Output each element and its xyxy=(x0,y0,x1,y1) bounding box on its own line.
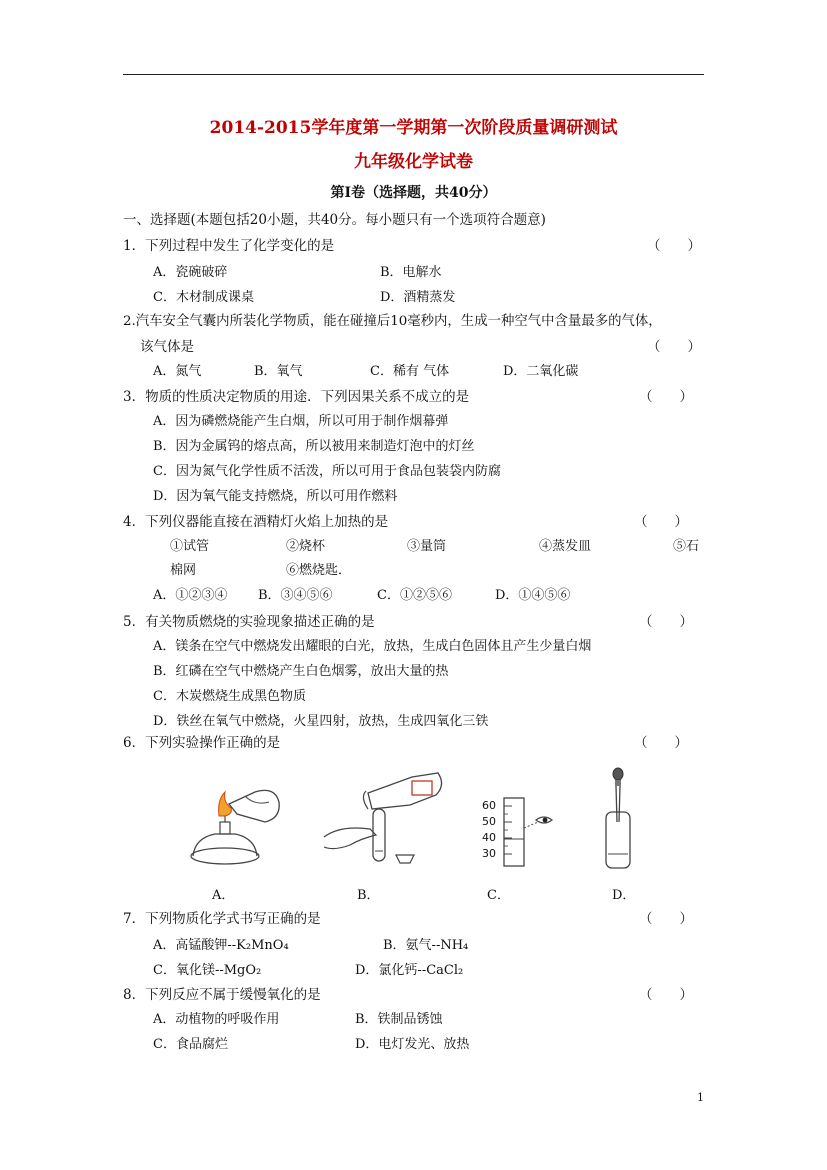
page-number: 1 xyxy=(697,1091,704,1104)
q1-option-c: C．木材制成课桌 xyxy=(153,290,254,305)
q7-option-b: B．氨气--NH₄ xyxy=(383,938,469,953)
answer-blank-7: （ ） xyxy=(639,911,693,927)
figure-b-pouring-liquid xyxy=(320,765,450,870)
question-4-stem: 4．下列仪器能直接在酒精灯火焰上加热的是 xyxy=(123,514,389,530)
q4-option-b: B．③④⑤⑥ xyxy=(258,588,333,603)
cylinder-tick-50: 50 xyxy=(482,815,496,828)
question-3-stem: 3．物质的性质决定物质的用途．下列因果关系不成立的是 xyxy=(123,389,470,405)
q8-option-d: D．电灯发光、放热 xyxy=(355,1037,470,1052)
q3-option-c: C．因为氮气化学性质不活泼，所以可用于食品包装袋内防腐 xyxy=(153,464,501,479)
question-2-stem-cont: 该气体是 xyxy=(140,339,194,355)
answer-blank-1: （ ） xyxy=(647,238,701,254)
answer-blank-8: （ ） xyxy=(639,987,693,1003)
q2-option-a: A．氮气 xyxy=(153,364,202,379)
answer-blank-5: （ ） xyxy=(639,614,693,630)
q8-option-c: C．食品腐烂 xyxy=(153,1037,228,1052)
q4-option-d: D．①④⑤⑥ xyxy=(495,588,571,603)
exam-subtitle: 九年级化学试卷 xyxy=(354,152,473,172)
q5-option-b: B．红磷在空气中燃烧产生白色烟雾，放出大量的热 xyxy=(153,664,449,679)
question-2-stem: 2.汽车安全气囊内所装化学物质，能在碰撞后10毫秒内，生成一种空气中含量最多的气体， xyxy=(123,314,662,329)
q5-option-a: A．镁条在空气中燃烧发出耀眼的白光，放热，生成白色固体且产生少量白烟 xyxy=(153,639,592,654)
question-5-stem: 5．有关物质燃烧的实验现象描述正确的是 xyxy=(123,614,375,630)
q5-option-d: D．铁丝在氧气中燃烧，火星四射，放热，生成四氧化三铁 xyxy=(153,714,489,729)
q4-item-1: ①试管 xyxy=(170,539,210,554)
q7-option-c: C．氧化镁--MgO₂ xyxy=(153,963,262,978)
cylinder-tick-30: 30 xyxy=(482,847,496,860)
q2-option-c: C．稀有 气体 xyxy=(370,364,450,379)
q4-item-6: ⑥燃烧匙． xyxy=(286,563,352,578)
q4-item-3: ③量筒 xyxy=(407,539,447,554)
answer-blank-6: （ ） xyxy=(634,735,688,751)
figure-d-dropper xyxy=(598,766,638,872)
q7-option-a: A．高锰酸钾--K₂MnO₄ xyxy=(153,938,289,953)
q3-option-a: A．因为磷燃烧能产生白烟，所以可用于制作烟幕弹 xyxy=(153,414,449,429)
cylinder-tick-60: 60 xyxy=(482,799,496,812)
q1-option-a: A．瓷碗破碎 xyxy=(153,265,228,280)
q7-option-d: D．氯化钙--CaCl₂ xyxy=(355,963,464,978)
question-7-stem: 7．下列物质化学式书写正确的是 xyxy=(123,911,321,927)
q3-option-d: D．因为氧气能支持燃烧，所以可用作燃料 xyxy=(153,489,398,504)
q4-item-5: ⑤石 xyxy=(673,539,700,554)
answer-blank-4: （ ） xyxy=(634,514,688,530)
figure-b-label: B． xyxy=(357,888,380,903)
question-8-stem: 8．下列反应不属于缓慢氧化的是 xyxy=(123,987,321,1003)
question-1-stem: 1．下列过程中发生了化学变化的是 xyxy=(123,238,335,254)
figure-d-label: D． xyxy=(612,888,636,903)
q4-option-c: C．①②⑤⑥ xyxy=(377,588,452,603)
figure-a-lamp-lighting xyxy=(185,782,285,872)
answer-blank-3: （ ） xyxy=(639,389,693,405)
instructions: 一、选择题(本题包括20小题，共40分。每小题只有一个选项符合题意) xyxy=(123,212,546,228)
q4-option-a: A．①②③④ xyxy=(153,588,228,603)
section-heading: 第Ⅰ卷（选择题，共40分） xyxy=(330,185,497,201)
q4-item-4: ④蒸发皿 xyxy=(539,539,592,554)
q8-option-a: A．动植物的呼吸作用 xyxy=(153,1012,280,1027)
q5-option-c: C．木炭燃烧生成黑色物质 xyxy=(153,689,306,704)
q4-item-5-cont: 棉网 xyxy=(170,563,197,578)
cylinder-tick-40: 40 xyxy=(482,831,496,844)
question-6-stem: 6．下列实验操作正确的是 xyxy=(123,735,281,751)
q2-option-b: B．氧气 xyxy=(254,364,303,379)
q8-option-b: B．铁制品锈蚀 xyxy=(355,1012,443,1027)
figure-a-label: A． xyxy=(212,888,235,903)
q2-option-d: D．二氧化碳 xyxy=(503,364,579,379)
q1-option-b: B．电解水 xyxy=(380,265,442,280)
figure-c-label: C． xyxy=(487,888,510,903)
header-rule xyxy=(123,74,704,75)
exam-title: 2014-2015学年度第一学期第一次阶段质量调研测试 xyxy=(209,118,618,138)
answer-blank-2: （ ） xyxy=(647,339,701,355)
q3-option-b: B．因为金属钨的熔点高，所以被用来制造灯泡中的灯丝 xyxy=(153,439,475,454)
q4-item-2: ②烧杯 xyxy=(286,539,326,554)
q1-option-d: D．酒精蒸发 xyxy=(380,290,456,305)
